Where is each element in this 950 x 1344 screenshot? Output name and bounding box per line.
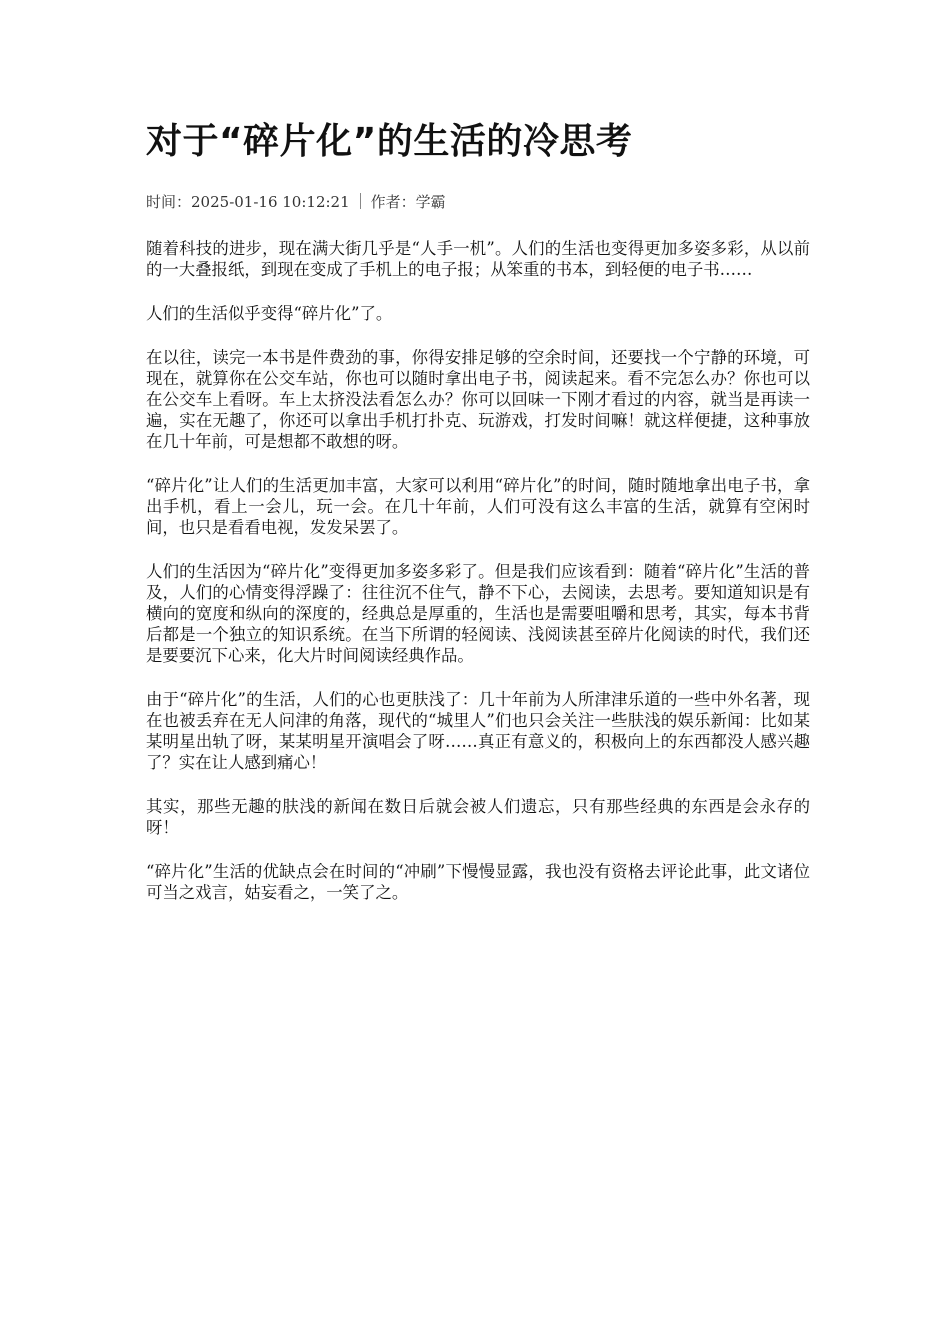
paragraph: “碎片化”生活的优缺点会在时间的“冲刷”下慢慢显露，我也没有资格去评论此事，此文诸位可当之戏言，姑妄看之，一笑了之。	[146, 862, 810, 902]
paragraph: 人们的生活因为“碎片化”变得更加多姿多彩了。但是我们应该看到：随着“碎片化”生活的普及，人们的心情变得浮躁了：往往沉不住气，静不下心，去阅读，去思考。要知道知识是有横向的宽度和纵向的深度的，经典总是厚重的，生活也是需要咀嚼和思考，其实，每本书背后都是一个独立的知识系统。在当下所谓的轻阅读、浅阅读甚至碎片化阅读的时代，我们还是要要沉下心来，化大片时间阅读经典作品。	[146, 562, 810, 665]
paragraph: 人们的生活似乎变得“碎片化”了。	[146, 304, 393, 323]
meta-divider	[360, 193, 361, 209]
author-name: 学霸	[415, 193, 446, 211]
author-label: 作者：	[370, 193, 416, 211]
paragraph: “碎片化”让人们的生活更加丰富，大家可以利用“碎片化”的时间，随时随地拿出电子书，拿出手机，看上一会儿，玩一会。在几十年前，人们可没有这么丰富的生活，就算有空闲时间，也只是看看电视，发发呆罢了。	[146, 476, 810, 537]
article	[146, 112, 810, 926]
paragraph: 随着科技的进步，现在满大街几乎是“人手一机”。人们的生活也变得更加多姿多彩，从以前的一大叠报纸，到现在变成了手机上的电子报；从笨重的书本，到轻便的电子书……	[146, 239, 810, 279]
paragraph: 其实，那些无趣的肤浅的新闻在数日后就会被人们遗忘，只有那些经典的东西是会永存的呀！	[146, 797, 810, 837]
article-meta	[146, 190, 810, 214]
paragraph: 由于“碎片化”的生活，人们的心也更肤浅了：几十年前为人所津津乐道的一些中外名著，现在也被丢弃在无人问津的角落，现代的“城里人”们也只会关注一些肤浅的娱乐新闻：比如某某明星出轨了呀，某某明星开演唱会了呀……真正有意义的，积极向上的东西都没人感兴趣了？实在让人感到痛心！	[146, 690, 810, 772]
article-title: 对于“碎片化”的生活的冷思考	[146, 121, 633, 162]
article-body	[146, 238, 810, 903]
time-label: 时间：	[146, 193, 192, 211]
paragraph: 在以往，读完一本书是件费劲的事，你得安排足够的空余时间，还要找一个宁静的环境，可现在，就算你在公交车站，你也可以随时拿出电子书，阅读起来。看不完怎么办？你也可以在公交车上看呀。车上太挤没法看怎么办？你可以回味一下刚才看过的内容，就当是再读一遍，实在无趣了，你还可以拿出手机打扑克、玩游戏，打发时间嘛！就这样便捷，这种事放在几十年前，可是想都不敢想的呀。	[146, 348, 810, 451]
publish-time: 2025-01-16 10:12:21	[191, 193, 350, 211]
